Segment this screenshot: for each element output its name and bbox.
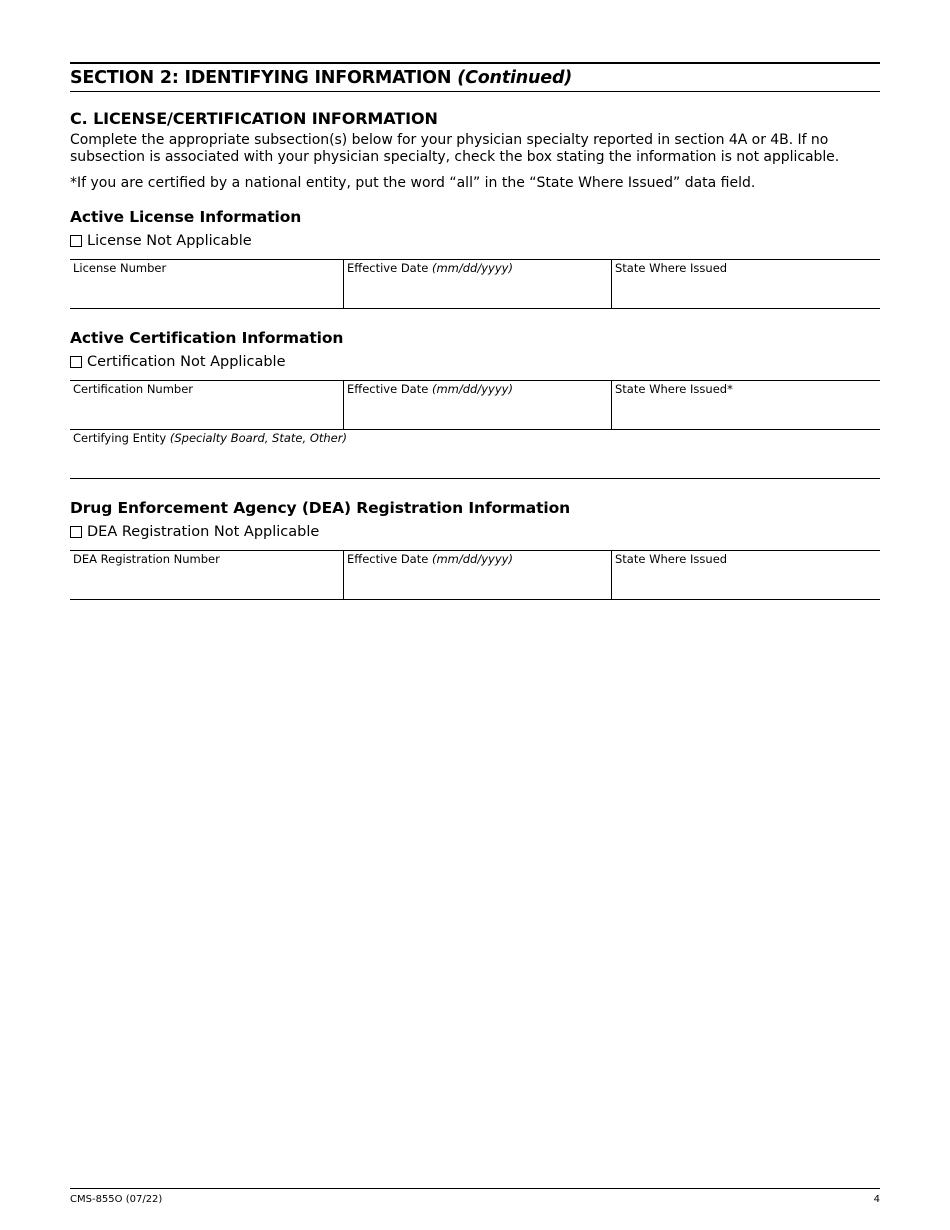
subsection-note: *If you are certified by a national entity, put the word “all” in the “State Where Issued” data field. (70, 175, 756, 191)
certification-date-format: (mm/dd/yyyy) (431, 382, 513, 396)
license-effective-date-field[interactable] (343, 260, 611, 308)
certification-group-title: Active Certification Information (70, 329, 344, 347)
dea-state-label: State Where Issued (615, 552, 728, 566)
dea-date-label: Effective Date (347, 552, 429, 566)
dea-date-format: (mm/dd/yyyy) (431, 552, 513, 566)
certifying-entity-hint: (Specialty Board, State, Other) (169, 431, 347, 445)
dea-not-applicable-row[interactable] (70, 522, 880, 542)
page-footer (70, 1188, 880, 1205)
dea-number-field[interactable] (70, 551, 343, 599)
certification-number-label: Certification Number (73, 382, 194, 396)
certification-effective-date-field[interactable] (343, 381, 611, 429)
dea-not-applicable-label: DEA Registration Not Applicable (87, 524, 320, 540)
license-number-field[interactable] (70, 260, 343, 308)
license-not-applicable-label: License Not Applicable (87, 233, 252, 249)
license-fields (70, 259, 880, 309)
section-title: SECTION 2: IDENTIFYING INFORMATION (70, 67, 452, 88)
dea-group-title: Drug Enforcement Agency (DEA) Registration Information (70, 499, 571, 517)
section-continued: (Continued) (457, 67, 573, 88)
certifying-entity-field[interactable] (70, 430, 880, 478)
license-state-label: State Where Issued (615, 261, 728, 275)
dea-row (70, 551, 880, 600)
section-header (70, 62, 880, 92)
dea-effective-date-field[interactable] (343, 551, 611, 599)
certification-state-field[interactable] (611, 381, 880, 429)
license-date-format: (mm/dd/yyyy) (431, 261, 513, 275)
dea-not-applicable-checkbox[interactable] (70, 526, 82, 538)
license-group-title: Active License Information (70, 208, 302, 226)
form-id: CMS-855O (07/22) (70, 1194, 163, 1205)
license-date-label: Effective Date (347, 261, 429, 275)
certification-not-applicable-label: Certification Not Applicable (87, 354, 286, 370)
certification-row (70, 381, 880, 430)
license-row (70, 260, 880, 309)
license-not-applicable-row[interactable] (70, 231, 880, 251)
certification-not-applicable-checkbox[interactable] (70, 356, 82, 368)
certification-state-label: State Where Issued* (615, 382, 733, 396)
license-number-label: License Number (73, 261, 167, 275)
dea-number-label: DEA Registration Number (73, 552, 220, 566)
dea-state-field[interactable] (611, 551, 880, 599)
certifying-entity-row (70, 430, 880, 479)
license-state-field[interactable] (611, 260, 880, 308)
certification-fields (70, 380, 880, 479)
subsection-intro: Complete the appropriate subsection(s) below for your physician specialty reported in section 4A or 4B. If no subsection is associated with your physician specialty, check the box stating the information is not applicable. (70, 132, 840, 165)
subsection-title: C. LICENSE/CERTIFICATION INFORMATION (70, 109, 438, 128)
page-number: 4 (873, 1194, 880, 1205)
license-not-applicable-checkbox[interactable] (70, 235, 82, 247)
certification-number-field[interactable] (70, 381, 343, 429)
certifying-entity-label: Certifying Entity (73, 431, 167, 445)
certification-not-applicable-row[interactable] (70, 352, 880, 372)
form-page (70, 62, 880, 600)
certification-date-label: Effective Date (347, 382, 429, 396)
dea-fields (70, 550, 880, 600)
